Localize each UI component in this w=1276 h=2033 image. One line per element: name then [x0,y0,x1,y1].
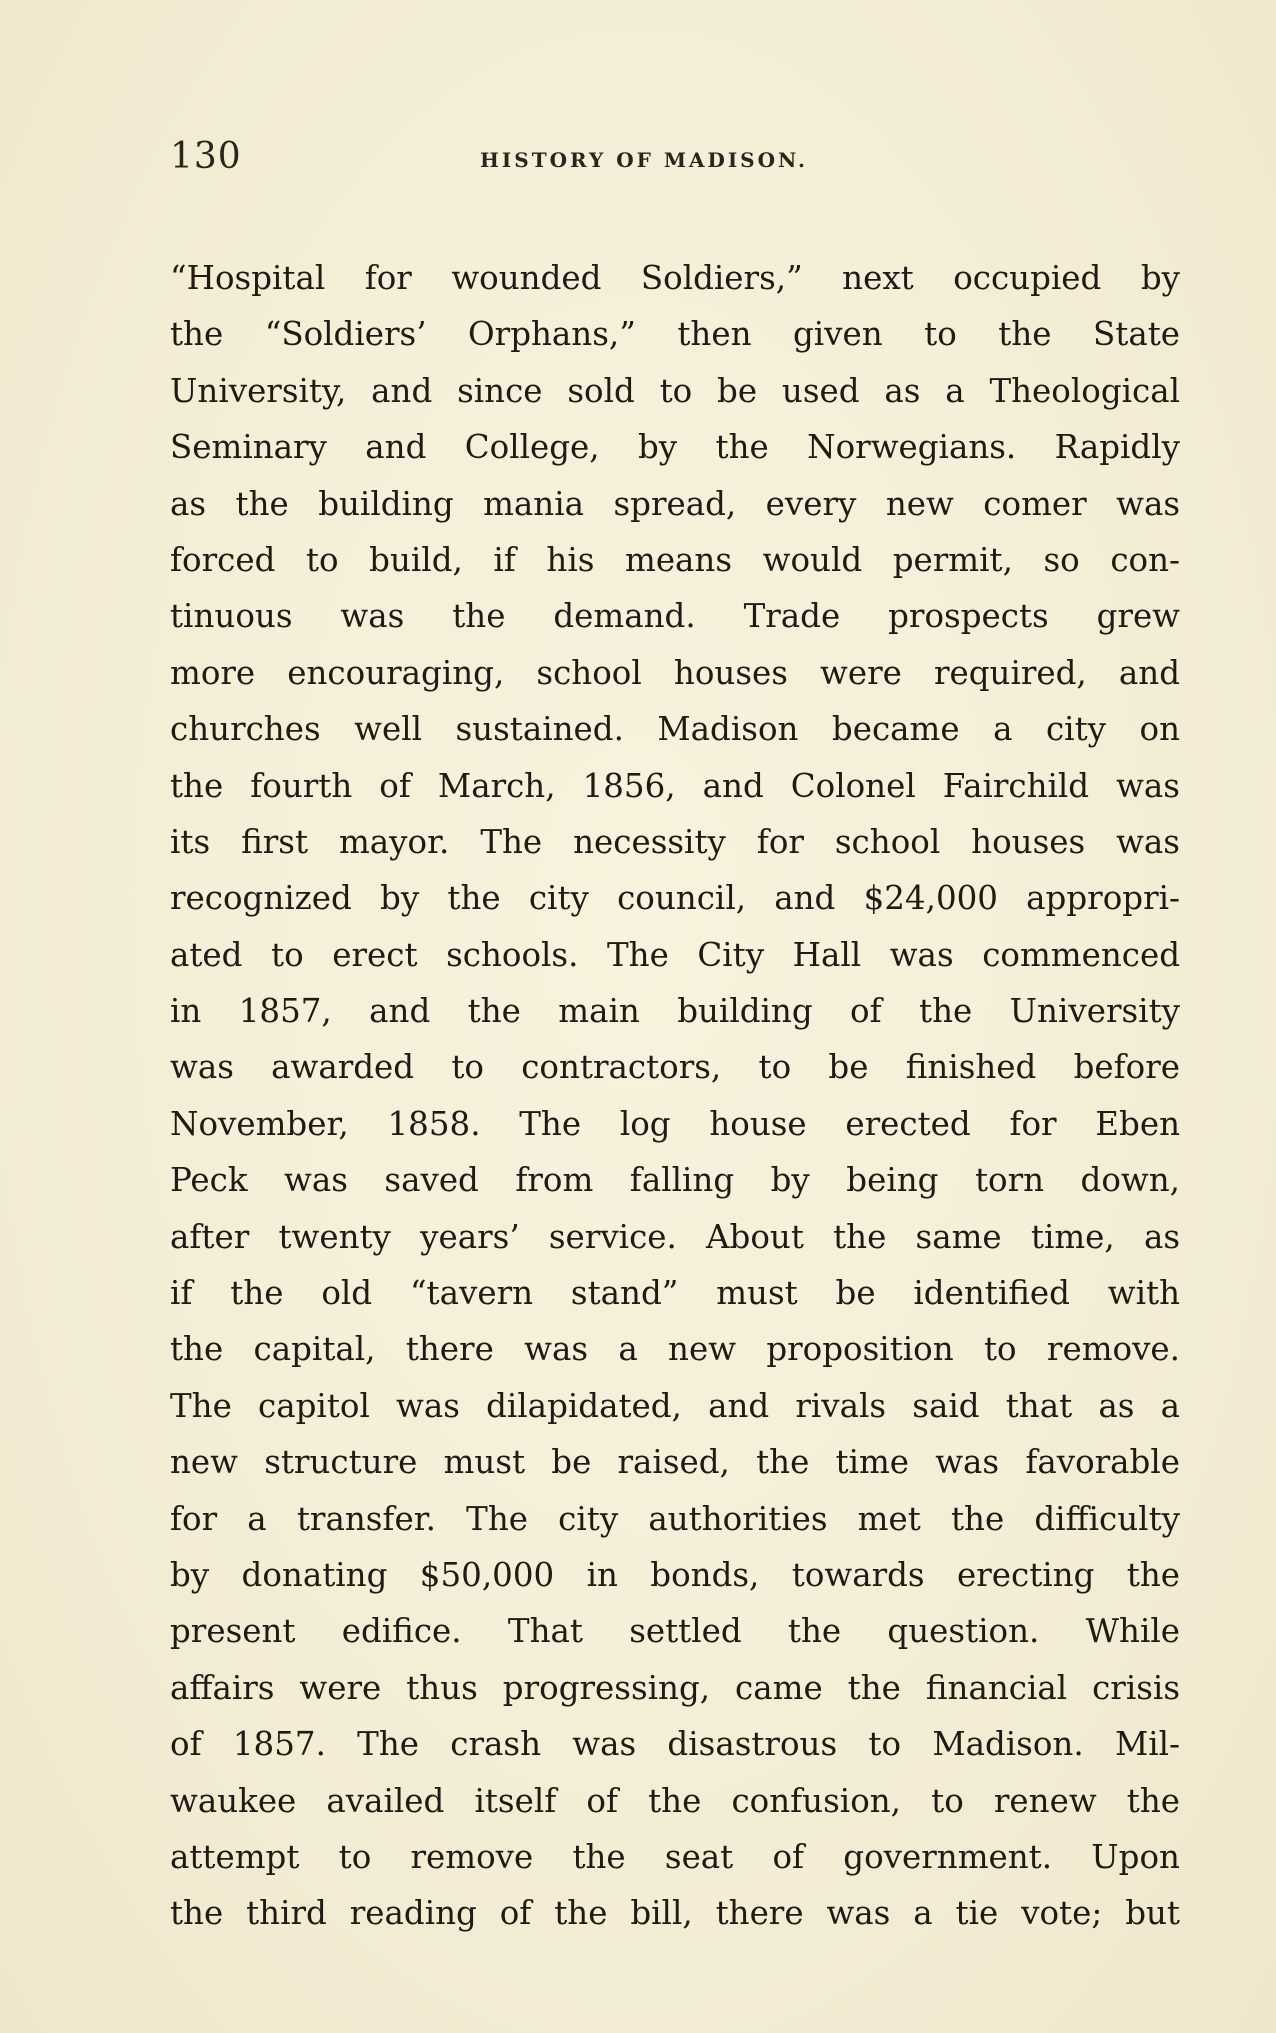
text-line: attempt to remove the seat of government. Upon [170,1837,1180,1876]
page-number: 130 [170,136,242,177]
text-line: waukee availed itself of the confusion, to renew the [170,1781,1180,1820]
text-line: “Hospital for wounded Soldiers,” next occupied by [170,259,1180,297]
text-line: if the old “tavern stand” must be identified with [170,1274,1180,1313]
text-line: University, and since sold to be used as a Theological [170,371,1180,410]
text-line: present edifice. That settled the question. While [170,1612,1180,1651]
text-line: was awarded to contractors, to be finished before [170,1048,1180,1087]
text-line: its first mayor. The necessity for school houses was [170,822,1180,861]
text-line: more encouraging, school houses were required, and [170,653,1180,692]
text-line: the capital, there was a new proposition to remove. [170,1330,1180,1369]
text-line: after twenty years’ service. About the same time, as [170,1217,1180,1256]
text-line: the third reading of the bill, there was a tie vote; but [170,1894,1180,1933]
text-line: affairs were thus progressing, came the financial crisis [170,1668,1180,1707]
text-line: in 1857, and the main building of the University [170,992,1180,1031]
text-line: churches well sustained. Madison became a city on [170,710,1180,749]
text-line: ated to erect schools. The City Hall was commenced [170,935,1180,974]
text-line: forced to build, if his means would permit, so con- [170,540,1180,579]
text-line: for a transfer. The city authorities met the difficulty [170,1499,1180,1538]
text-line: Seminary and College, by the Norwegians. Rapidly [170,428,1180,467]
text-line: the fourth of March, 1856, and Colonel Fairchild was [170,766,1180,805]
text-line: the “Soldiers’ Orphans,” then given to the State [170,315,1180,354]
text-line: tinuous was the demand. Trade prospects grew [170,597,1180,636]
text-line: Peck was saved from falling by being torn down, [170,1161,1180,1200]
running-title: HISTORY OF MADISON. [480,148,809,172]
text-line: new structure must be raised, the time was favorable [170,1443,1180,1482]
text-line: recognized by the city council, and $24,000 appropri- [170,879,1180,918]
text-line: as the building mania spread, every new comer was [170,484,1180,523]
running-head [170,136,890,186]
body-text [170,250,1180,1942]
text-line: of 1857. The crash was disastrous to Madison. Mil- [170,1725,1180,1764]
text-line: November, 1858. The log house erected for Eben [170,1104,1180,1143]
text-line: The capitol was dilapidated, and rivals said that as a [170,1386,1180,1425]
text-line: by donating $50,000 in bonds, towards erecting the [170,1555,1180,1594]
